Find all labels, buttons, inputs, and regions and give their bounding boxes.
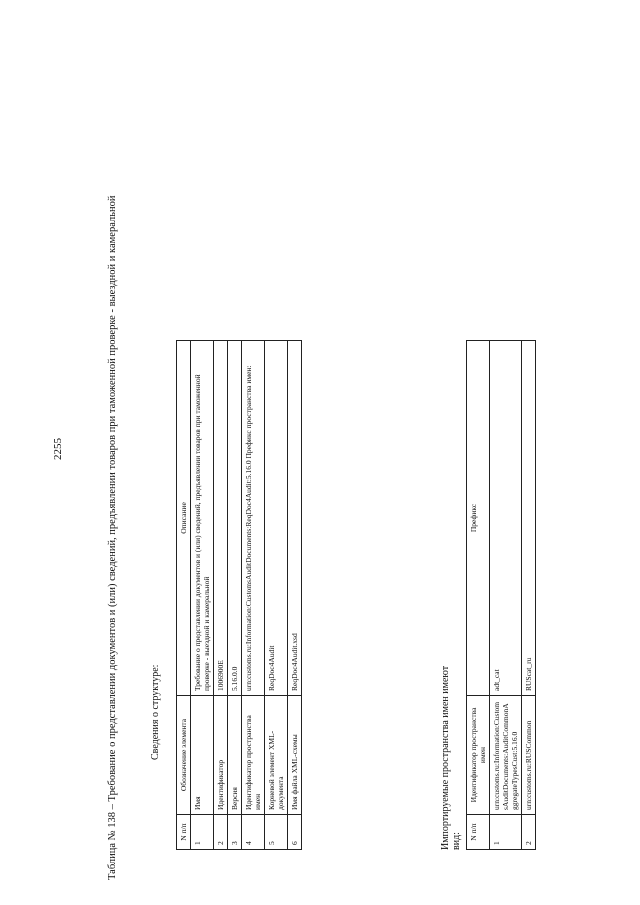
table-cell: Корневой элемент XML-документа bbox=[265, 696, 288, 815]
table-cell: 6 bbox=[288, 815, 302, 850]
structure-header: Обозначение элемента bbox=[177, 696, 191, 815]
table-cell: Идентификатор bbox=[214, 696, 228, 815]
table-cell: ReqDoc4Audit.xsd bbox=[288, 341, 302, 696]
page-number: 2255 bbox=[52, 438, 64, 460]
table-cell: urn:customs.ru:Information:CustomsAuditDocuments:ReqDoc4Audit:5.16.0 Префикс пространства имен: bbox=[242, 341, 265, 696]
table-row bbox=[242, 341, 265, 850]
table-title: Таблица № 138 – Требование о представлении документов и (или) сведений, предъявлении товаров при таможенной проверке - выездной и камеральной bbox=[107, 195, 118, 880]
namespaces-header: Идентификатор пространства имен bbox=[467, 696, 490, 815]
table-cell: 5.16.0.0 bbox=[228, 341, 242, 696]
table-cell: 1006900E bbox=[214, 341, 228, 696]
structure-header-row bbox=[177, 341, 191, 850]
table-cell: Версия bbox=[228, 696, 242, 815]
namespaces-caption: Импортируемые пространства имен имеют вид: bbox=[440, 665, 462, 850]
table-row bbox=[265, 341, 288, 850]
table-cell: 4 bbox=[242, 815, 265, 850]
table-row bbox=[228, 341, 242, 850]
namespaces-header: N п/п bbox=[467, 815, 490, 850]
table-cell: 1 bbox=[490, 815, 522, 850]
table-cell: 5 bbox=[265, 815, 288, 850]
table-cell: Идентификатор пространства имен bbox=[242, 696, 265, 815]
table-cell: Требование о представлении документов и (или) сведений, предъявлении товаров при таможенной проверке - выездной и камеральной bbox=[191, 341, 214, 696]
table-cell: 2 bbox=[214, 815, 228, 850]
structure-caption: Сведения о структуре: bbox=[150, 664, 161, 760]
table-cell: Имя файла XML-схемы bbox=[288, 696, 302, 815]
table-cell: RUScat_ru bbox=[522, 341, 536, 696]
table-cell: adt_cat bbox=[490, 341, 522, 696]
table-cell: urn:customs.ru:RUSCommon bbox=[522, 696, 536, 815]
table-cell: 3 bbox=[228, 815, 242, 850]
namespaces-header: Префикс bbox=[467, 341, 490, 696]
structure-header: Описание bbox=[177, 341, 191, 696]
table-cell: Имя bbox=[191, 696, 214, 815]
table-cell: 2 bbox=[522, 815, 536, 850]
table-cell: urn:customs.ru:Information:CustomsAuditDocuments:AuditCommonAggregateTypesCust:5.16.0 bbox=[490, 696, 522, 815]
table-row bbox=[214, 341, 228, 850]
table-row bbox=[191, 341, 214, 850]
table-row bbox=[490, 341, 522, 850]
table-row bbox=[288, 341, 302, 850]
table-row bbox=[522, 341, 536, 850]
namespaces-table bbox=[466, 340, 536, 850]
table-cell: ReqDoc4Audit bbox=[265, 341, 288, 696]
structure-table bbox=[176, 340, 302, 850]
table-cell: 1 bbox=[191, 815, 214, 850]
structure-header: N п/п bbox=[177, 815, 191, 850]
namespaces-header-row bbox=[467, 341, 490, 850]
